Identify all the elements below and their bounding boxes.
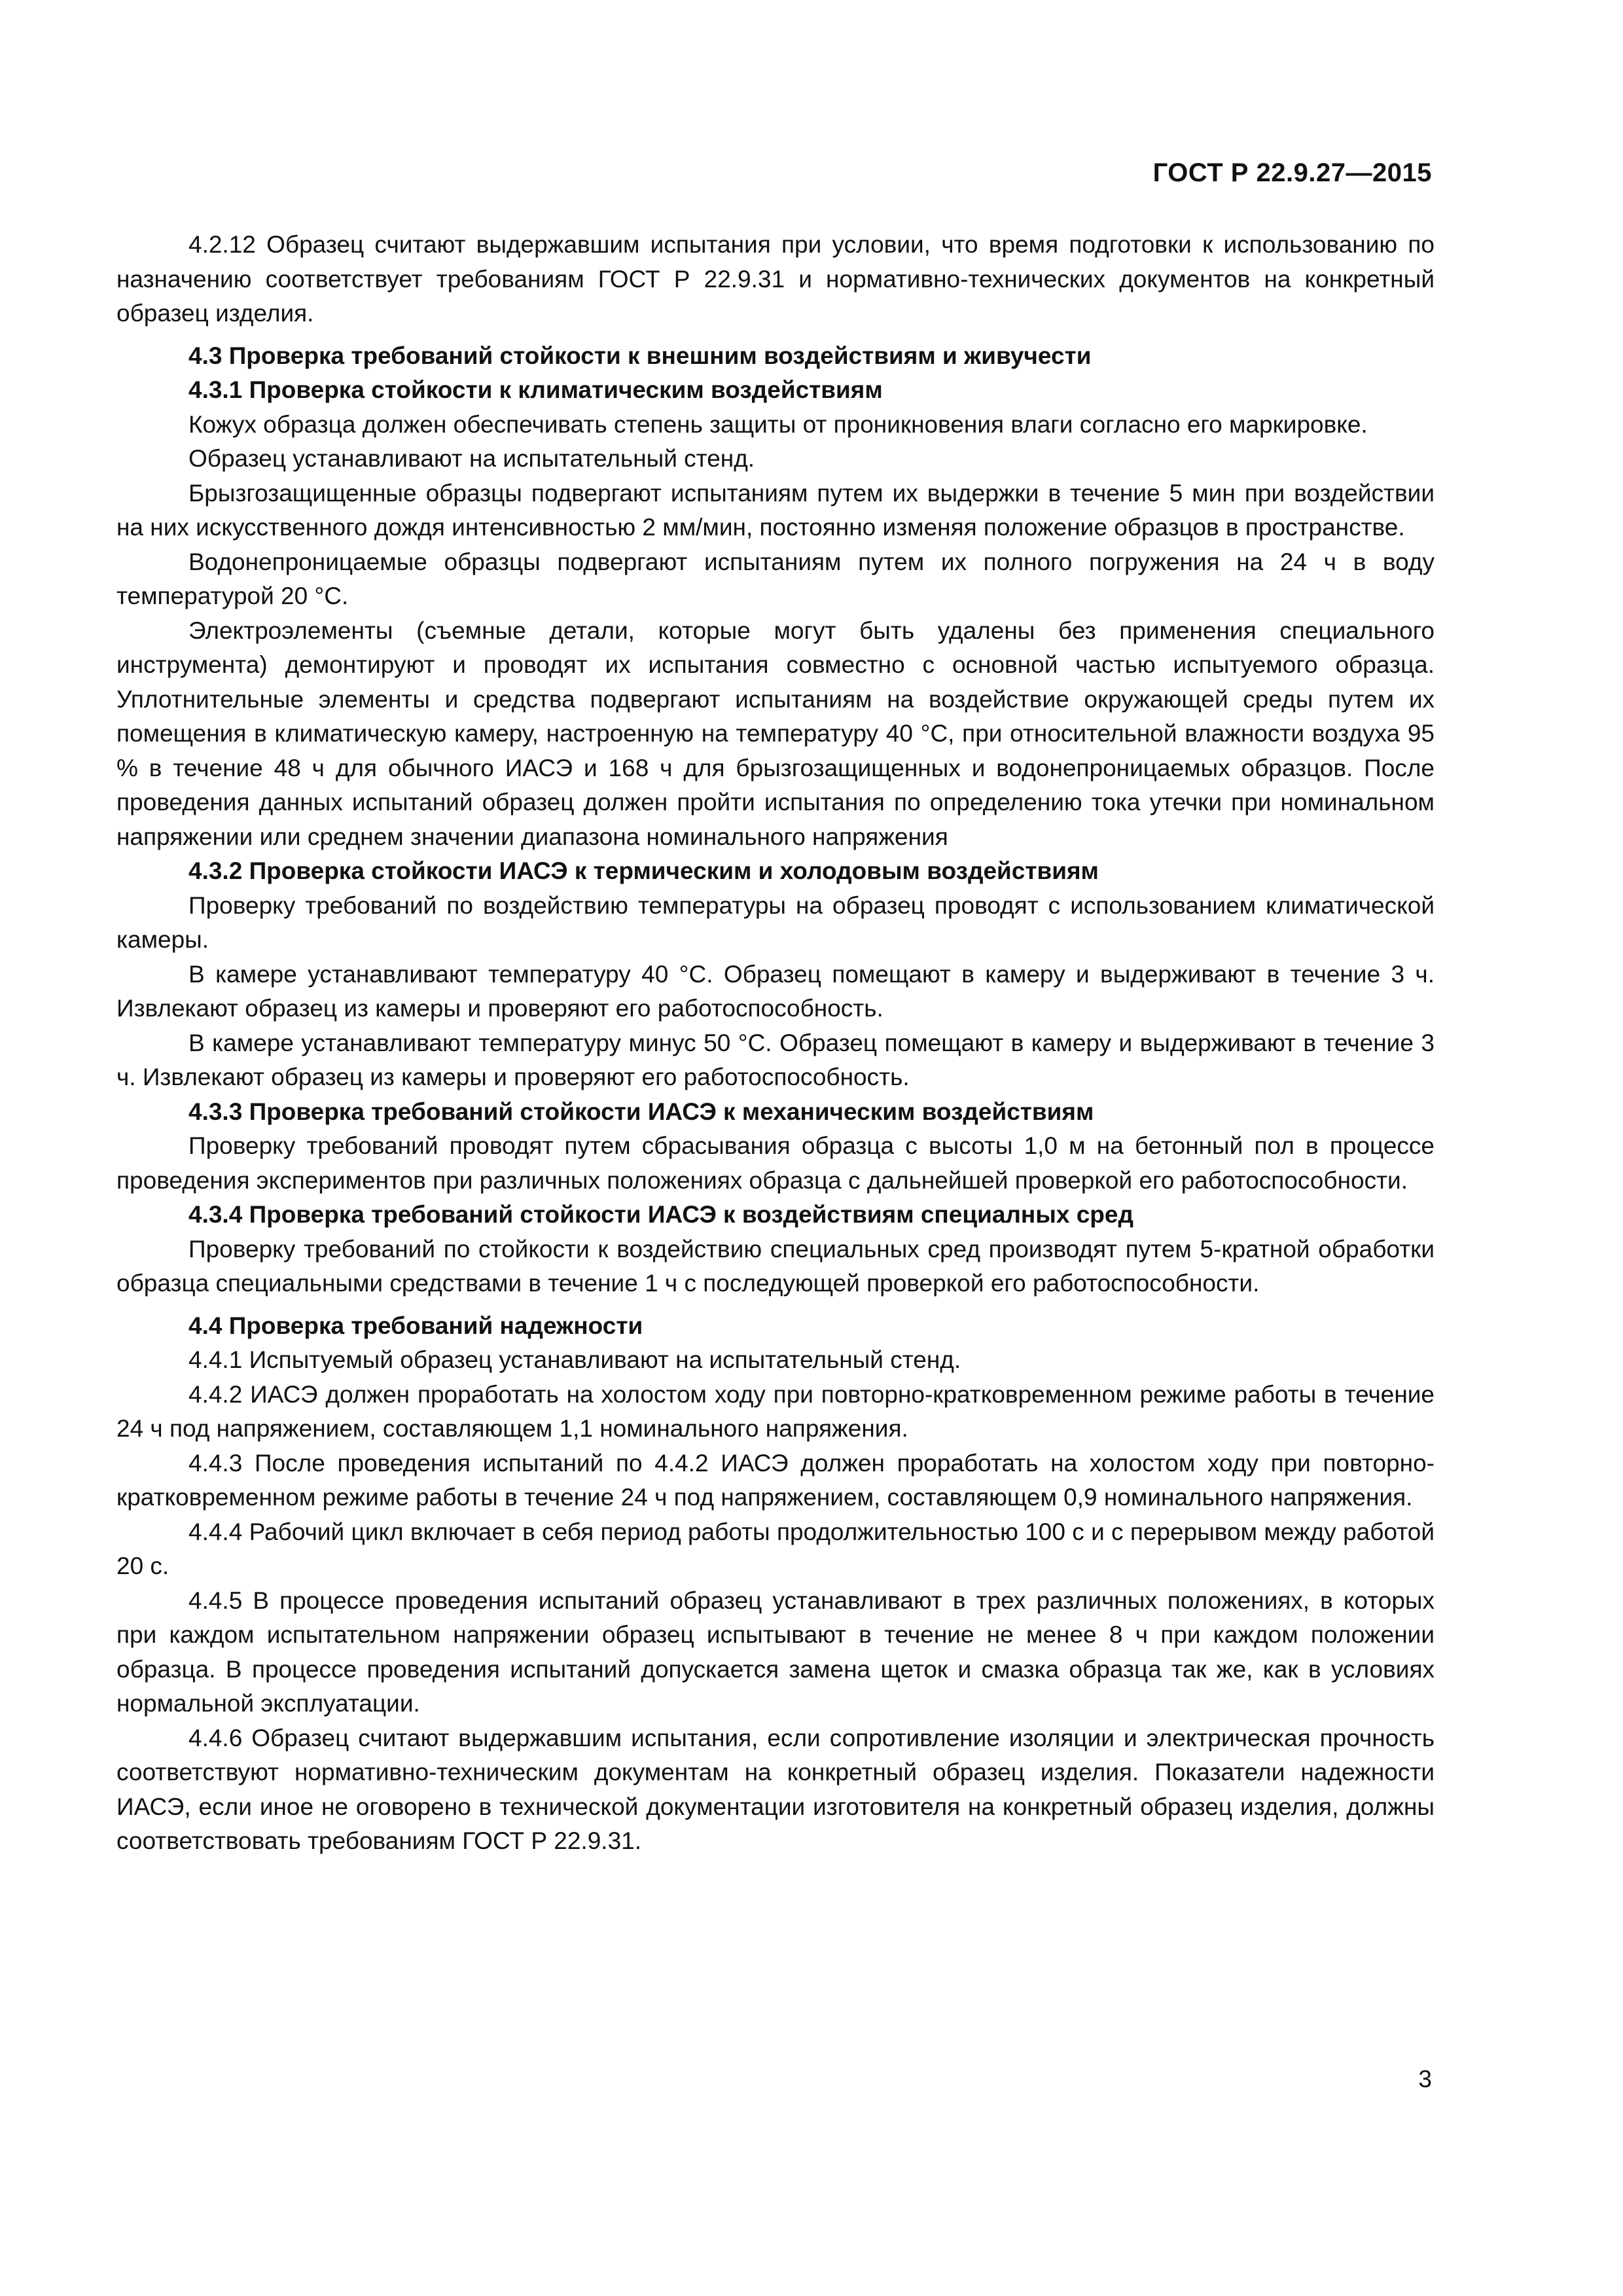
paragraph-4-4-4: 4.4.4 Рабочий цикл включает в себя период работы продолжительностью 100 с и с перерывом между работой 20 с. <box>116 1518 1435 1579</box>
paragraph: В камере устанавливают температуру минус 50 °С. Образец помещают в камеру и выдерживают в течение 3 ч. Извлекают образец из камеры и проверяют его работоспособность. <box>116 1029 1435 1090</box>
paragraph: Электроэлементы (съемные детали, которые могут быть удалены без применения специального инструмента) демонтируют и проводят их испытания совместно с основной частью испытуемого образца. Уплотнительные элементы и средства подвергают испытаниям на воздействие окружающей среды путем их помещения в климатическую камеру, настроенную на температуру 40 °С, при относительной влажности воздуха 95 % в течение 48 ч для обычного ИАСЭ и 168 ч для брызгозащищенных и водонепроницаемых образцов. После проведения данных испытаний образец должен пройти испытания по определению тока утечки при номинальном напряжении или среднем значении диапазона номинального напряжения <box>116 617 1435 850</box>
document-id-header: ГОСТ Р 22.9.27—2015 <box>1152 158 1432 187</box>
paragraph-4-4-1: 4.4.1 Испытуемый образец устанавливают на испытательный стенд. <box>188 1346 961 1373</box>
section-heading-4-4: 4.4 Проверка требований надежности <box>188 1312 643 1339</box>
subsection-heading-4-3-2: 4.3.2 Проверка стойкости ИАСЭ к термическим и холодовым воздействиям <box>188 857 1099 884</box>
paragraph: Водонепроницаемые образцы подвергают испытаниям путем их полного погружения на 24 ч в воду температурой 20 °С. <box>116 548 1435 609</box>
paragraph-4-4-5: 4.4.5 В процессе проведения испытаний образец устанавливают в трех различных положениях, в которых при каждом испытательном напряжении образец испытывают в течение не менее 8 ч при каждом положении образца. В процессе проведения испытаний допускается замена щеток и смазка образца так же, как в условиях нормальной эксплуатации. <box>116 1587 1435 1717</box>
section-heading-4-3: 4.3 Проверка требований стойкости к внешним воздействиям и живучести <box>188 342 1092 369</box>
document-body <box>116 228 1435 1859</box>
paragraph: Проверку требований по стойкости к воздействию специальных сред производят путем 5-кратной обработки образца специальными средствами в течение 1 ч с последующей проверкой его работоспособности. <box>116 1235 1435 1297</box>
paragraph: Проверку требований проводят путем сбрасывания образца с высоты 1,0 м на бетонный пол в процессе проведения экспериментов при различных положениях образца с дальнейшей проверкой его работоспособности. <box>116 1132 1435 1194</box>
paragraph: Образец устанавливают на испытательный стенд. <box>188 445 755 472</box>
paragraph-4-4-6: 4.4.6 Образец считают выдержавшим испытания, если сопротивление изоляции и электрическая прочность соответствуют нормативно-техническим документам на конкретный образец изделия. Показатели надежности ИАСЭ, если иное не оговорено в технической документации изготовителя на конкретный образец изделия, должны соответствовать требованиям ГОСТ Р 22.9.31. <box>116 1724 1435 1854</box>
subsection-heading-4-3-4: 4.3.4 Проверка требований стойкости ИАСЭ к воздействиям специалных сред <box>188 1201 1133 1228</box>
paragraph: В камере устанавливают температуру 40 °С. Образец помещают в камеру и выдерживают в течение 3 ч. Извлекают образец из камеры и проверяют его работоспособность. <box>116 960 1435 1022</box>
paragraph-4-2-12: 4.2.12 Образец считают выдержавшим испытания при условии, что время подготовки к использованию по назначению соответствует требованиям ГОСТ Р 22.9.31 и нормативно-технических документов на конкретный образец изделия. <box>116 231 1435 327</box>
paragraph-4-4-3: 4.4.3 После проведения испытаний по 4.4.2 ИАСЭ должен проработать на холостом ходу при повторно-кратковременном режиме работы в течение 24 ч под напряжением, составляющем 0,9 номинального напряжения. <box>116 1449 1435 1511</box>
page-number: 3 <box>1418 2066 1432 2092</box>
paragraph: Проверку требований по воздействию температуры на образец проводят с использованием климатической камеры. <box>116 891 1435 953</box>
subsection-heading-4-3-3: 4.3.3 Проверка требований стойкости ИАСЭ к механическим воздействиям <box>188 1098 1094 1125</box>
paragraph: Кожух образца должен обеспечивать степень защиты от проникновения влаги согласно его маркировке. <box>188 410 1368 438</box>
paragraph-4-4-2: 4.4.2 ИАСЭ должен проработать на холостом ходу при повторно-кратковременном режиме работы в течение 24 ч под напряжением, составляющем 1,1 номинального напряжения. <box>116 1380 1435 1442</box>
subsection-heading-4-3-1: 4.3.1 Проверка стойкости к климатическим воздействиям <box>188 376 883 403</box>
paragraph: Брызгозащищенные образцы подвергают испытаниям путем их выдержки в течение 5 мин при воздействии на них искусственного дождя интенсивностью 2 мм/мин, постоянно изменяя положение образцов в пространстве. <box>116 479 1435 541</box>
